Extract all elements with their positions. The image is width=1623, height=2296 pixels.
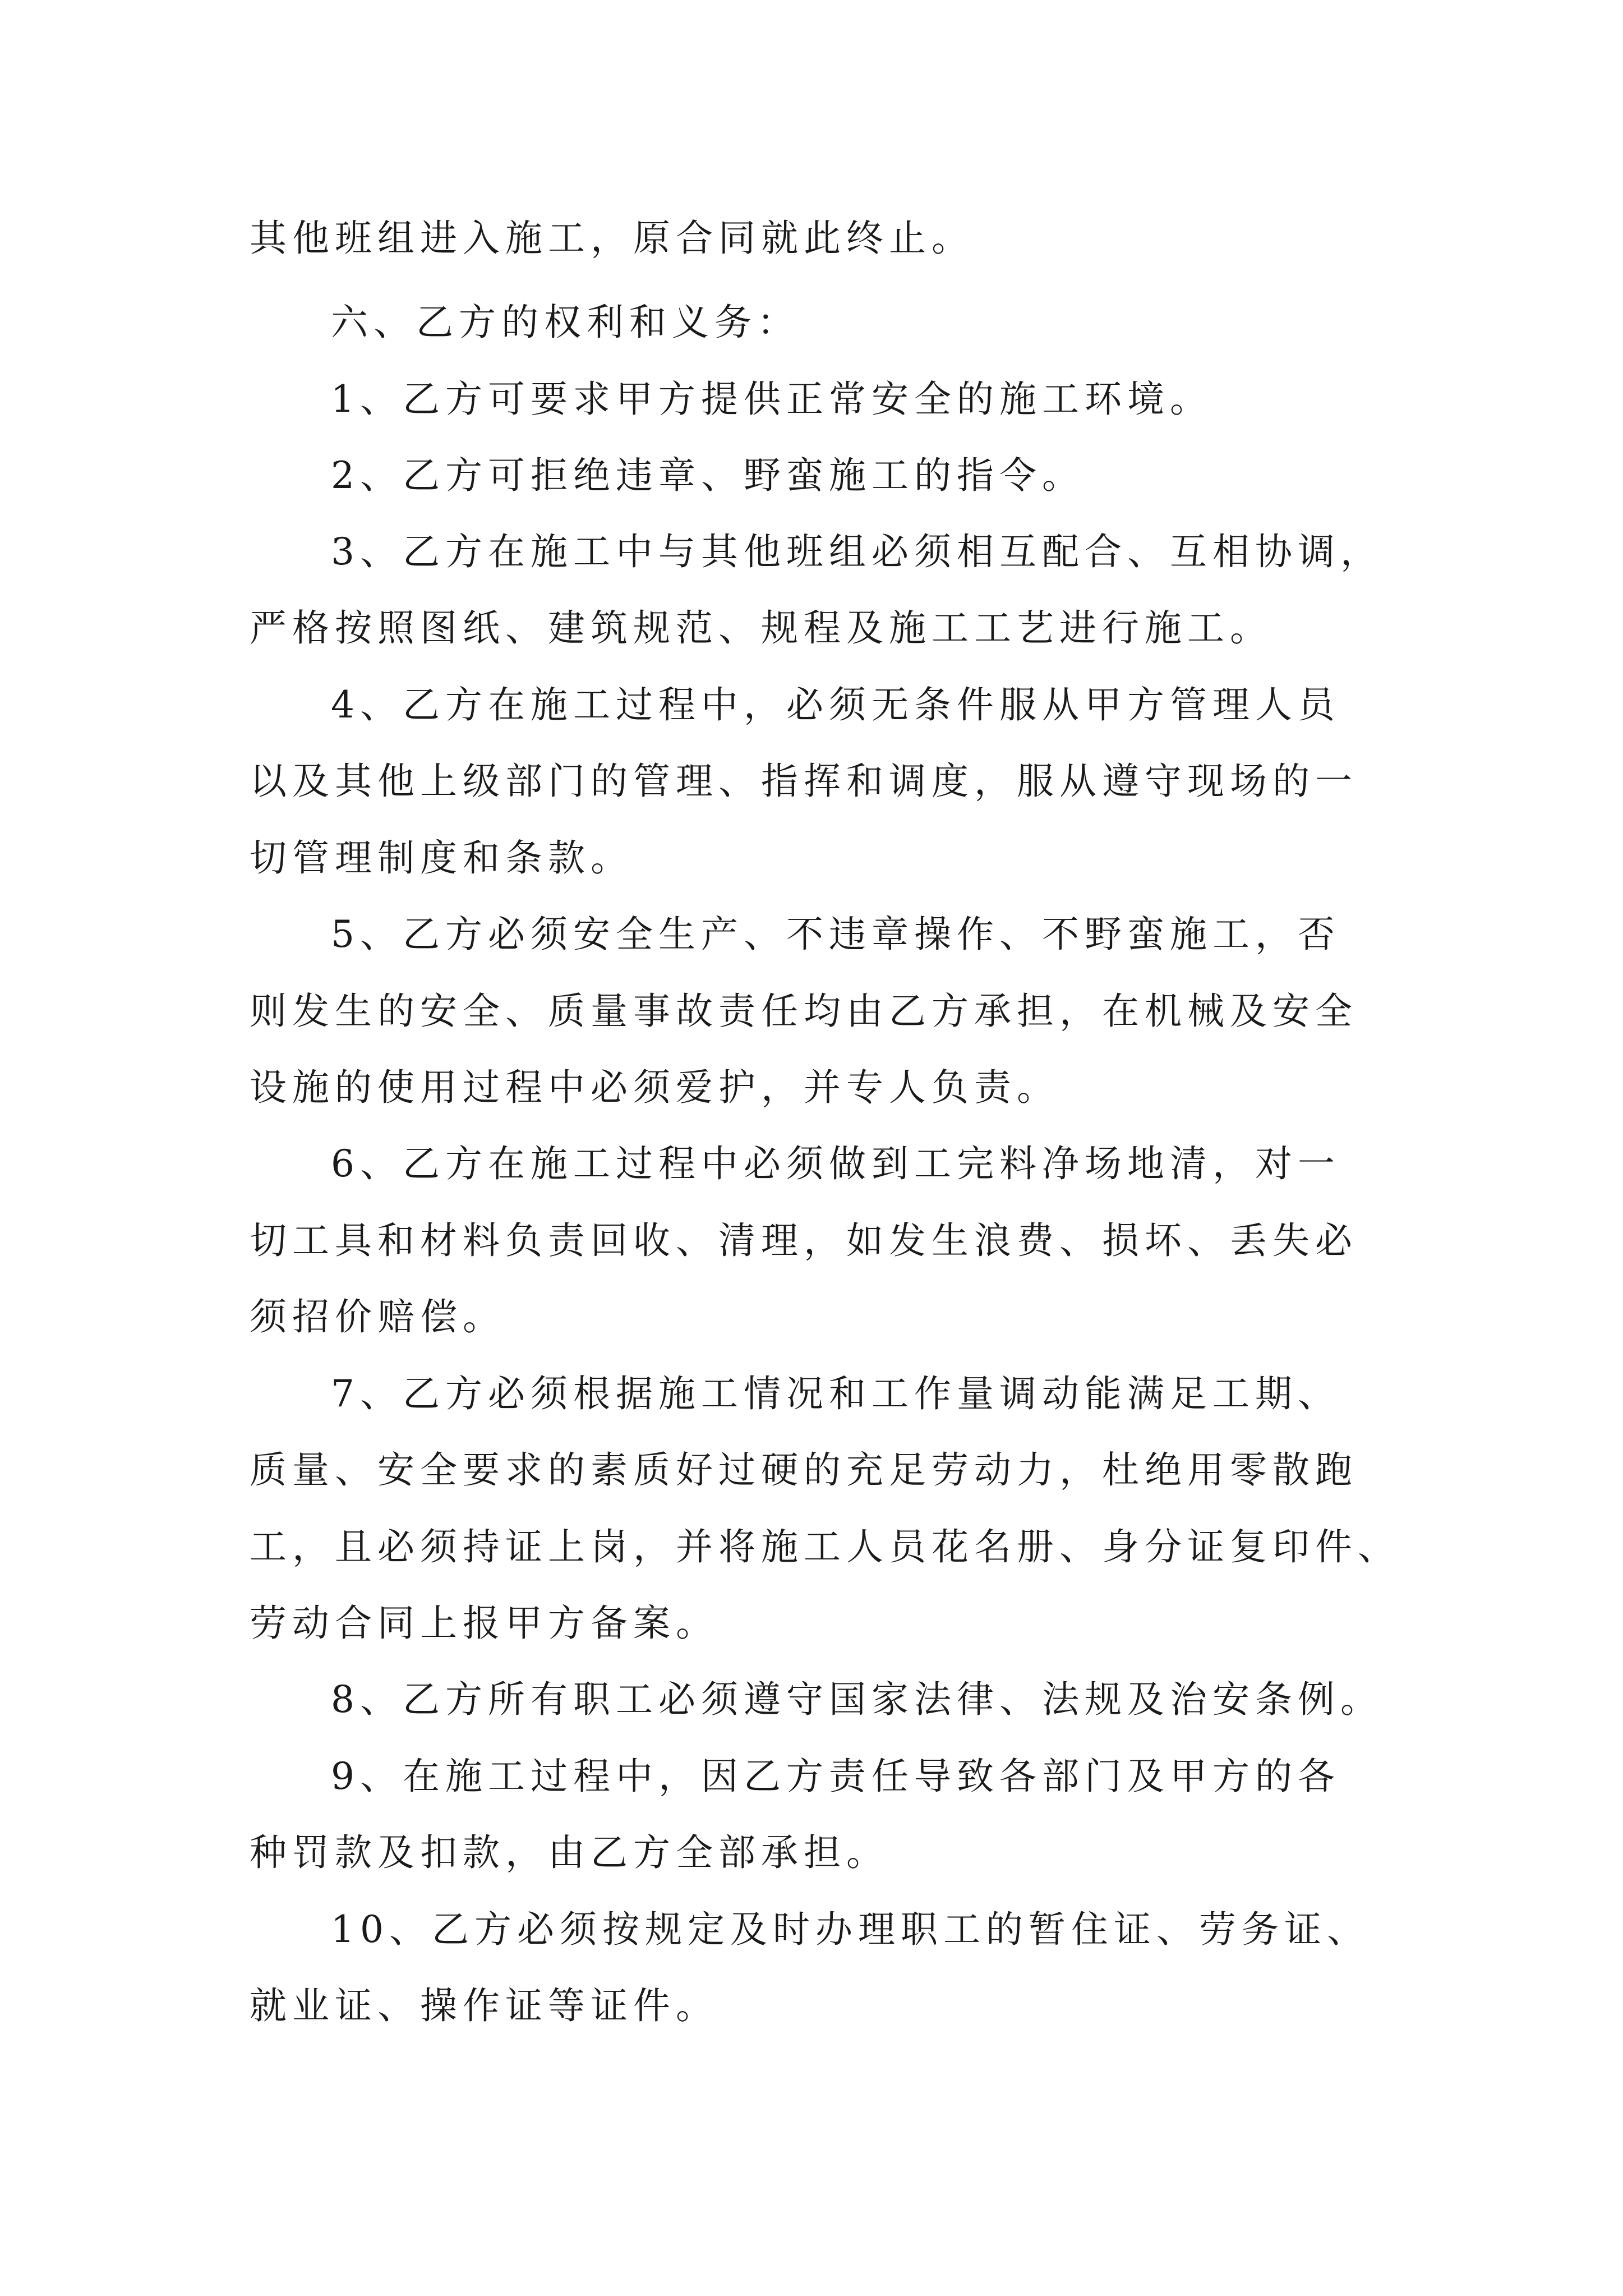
text-line: 切工具和材料负责回收、清理，如发生浪费、损坏、丢失必	[250, 1219, 1358, 1262]
text-line: 质量、安全要求的素质好过硬的充足劳动力，杜绝用零散跑	[250, 1448, 1358, 1492]
text-line: 设施的使用过程中必须爱护，并专人负责。	[250, 1066, 1059, 1109]
text-line: 切管理制度和条款。	[250, 836, 633, 880]
text-line: 以及其他上级部门的管理、指挥和调度，服从遵守现场的一	[250, 760, 1358, 803]
text-line: 须招价赔偿。	[250, 1295, 505, 1338]
text-line: 则发生的安全、质量事故责任均由乙方承担，在机械及安全	[250, 990, 1358, 1033]
text-line: 8、乙方所有职工必须遵守国家法律、法规及治安条例。	[331, 1678, 1383, 1721]
text-line: 1、乙方可要求甲方提供正常安全的施工环境。	[331, 378, 1212, 421]
text-line: 其他班组进入施工，原合同就此终止。	[250, 217, 974, 260]
section-heading: 六、乙方的权利和义务：	[331, 301, 800, 344]
text-line: 6、乙方在施工过程中必须做到工完料净场地清，对一	[331, 1142, 1340, 1185]
text-line: 严格按照图纸、建筑规范、规程及施工工艺进行施工。	[250, 606, 1272, 650]
text-line: 就业证、操作证等证件。	[250, 1984, 718, 2027]
text-line: 2、乙方可拒绝违章、野蛮施工的指令。	[331, 454, 1085, 497]
text-line: 4、乙方在施工过程中，必须无条件服从甲方管理人员	[331, 683, 1340, 726]
text-line: 工，且必须持证上岗，并将施工人员花名册、身分证复印件、	[250, 1525, 1400, 1568]
text-line: 种罚款及扣款，由乙方全部承担。	[250, 1831, 889, 1874]
text-line: 7、乙方必须根据施工情况和工作量调动能满足工期、	[331, 1372, 1340, 1415]
text-line: 9、在施工过程中，因乙方责任导致各部门及甲方的各	[331, 1755, 1340, 1798]
text-line: 劳动合同上报甲方备案。	[250, 1602, 718, 1645]
text-line: 3、乙方在施工中与其他班组必须相互配合、互相协调，	[331, 530, 1383, 573]
text-line: 5、乙方必须安全生产、不违章操作、不野蛮施工，否	[331, 913, 1340, 956]
text-line: 10、乙方必须按规定及时办理职工的暂住证、劳务证、	[331, 1908, 1370, 1951]
